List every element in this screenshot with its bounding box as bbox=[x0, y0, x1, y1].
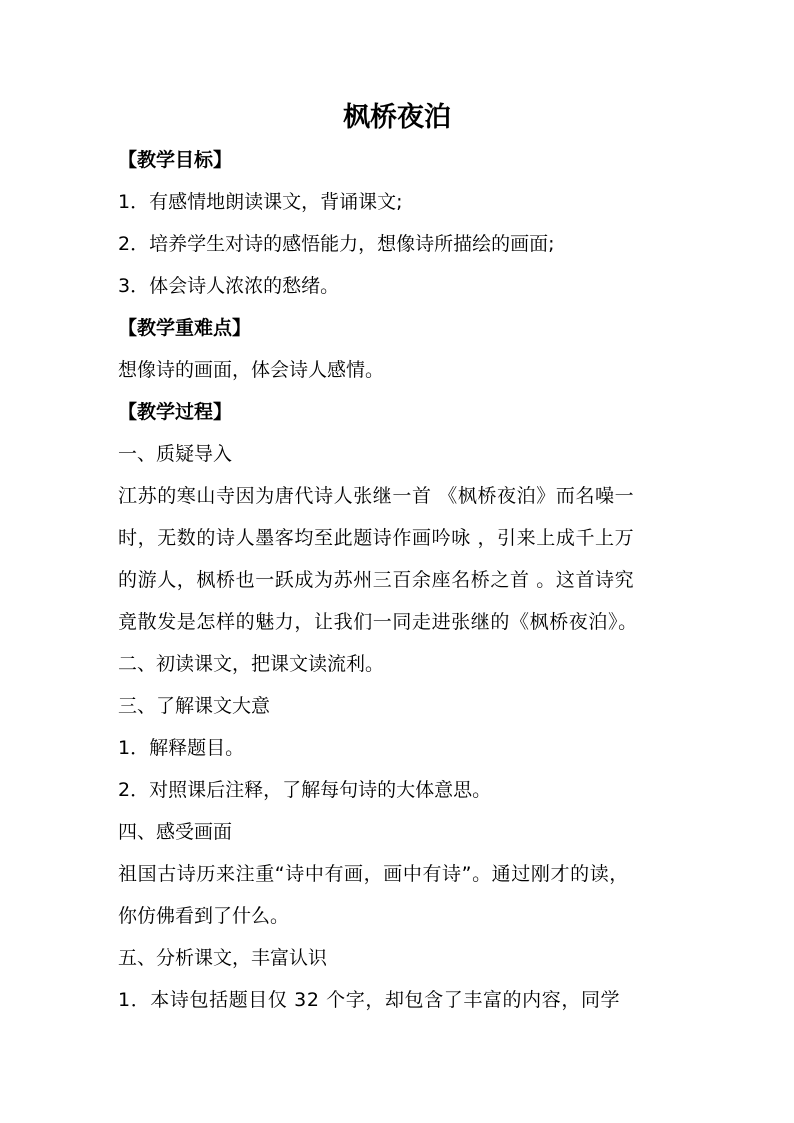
step-heading-3: 三、了解课文大意 bbox=[118, 695, 271, 717]
paragraph-line: 江苏的寒山寺因为唐代诗人张继一首 《枫桥夜泊》而名噪一 bbox=[118, 485, 635, 507]
paragraph-line: 时，无数的诗人墨客均至此题诗作画吟咏 ，引来上成千上万 bbox=[118, 527, 635, 549]
step-3-item-2: 2．对照课后注释，了解每句诗的大体意思。 bbox=[118, 779, 492, 801]
paragraph-line: 你仿佛看到了什么。 bbox=[118, 905, 290, 927]
step-5-item-1: 1．本诗包括题目仅 32 个字，却包含了丰富的内容，同学 bbox=[118, 989, 621, 1011]
step-heading-1: 一、质疑导入 bbox=[118, 443, 233, 465]
step-heading-2: 二、初读课文，把课文读流利。 bbox=[118, 653, 385, 675]
objective-item-3: 3．体会诗人浓浓的愁绪。 bbox=[118, 275, 340, 297]
step-heading-4: 四、感受画面 bbox=[118, 821, 233, 843]
paragraph-line: 竟散发是怎样的魅力，让我们一同走进张继的《枫桥夜泊》。 bbox=[118, 611, 638, 633]
objective-item-2: 2．培养学生对诗的感悟能力，想像诗所描绘的画面; bbox=[118, 233, 555, 255]
objective-item-1: 1．有感情地朗读课文，背诵课文; bbox=[118, 191, 403, 213]
section-heading-process: 【教学过程】 bbox=[118, 401, 233, 423]
paragraph-line: 的游人，枫桥也一跃成为苏州三百余座名桥之首 。这首诗究 bbox=[118, 569, 635, 591]
section-heading-key-points: 【教学重难点】 bbox=[118, 317, 252, 339]
document-title: 枫桥夜泊 bbox=[343, 102, 451, 133]
paragraph-line: 祖国古诗历来注重“诗中有画，画中有诗”。通过刚才的读， bbox=[118, 863, 629, 885]
step-heading-5: 五、分析课文，丰富认识 bbox=[118, 947, 328, 969]
key-points-text: 想像诗的画面，体会诗人感情。 bbox=[118, 359, 385, 381]
section-heading-objectives: 【教学目标】 bbox=[118, 149, 233, 171]
step-3-item-1: 1．解释题目。 bbox=[118, 737, 245, 759]
